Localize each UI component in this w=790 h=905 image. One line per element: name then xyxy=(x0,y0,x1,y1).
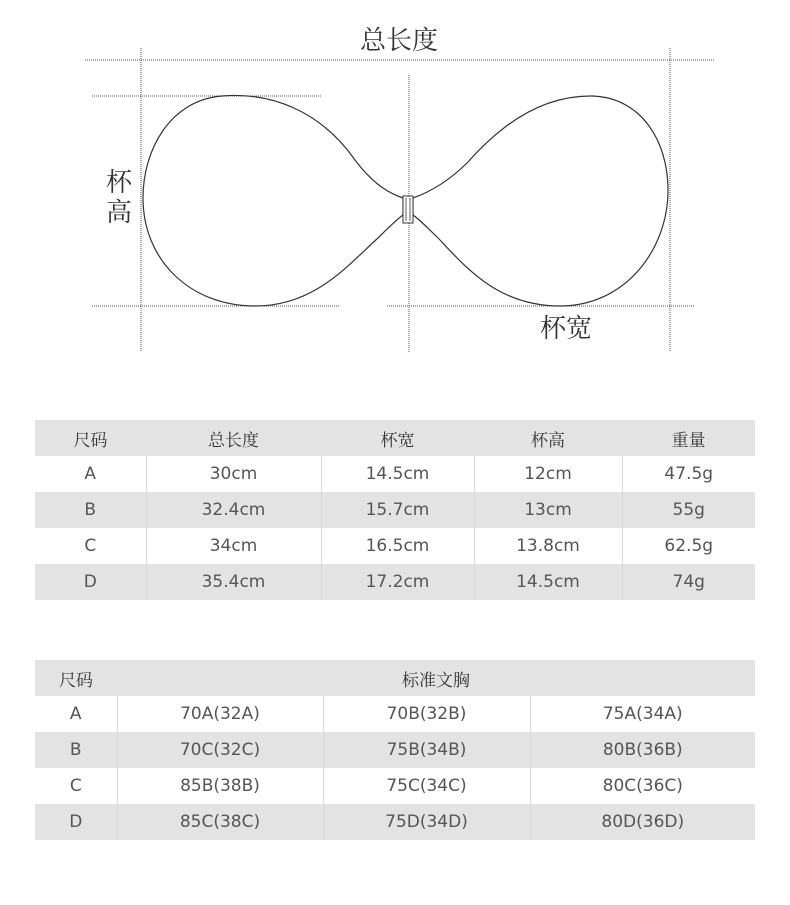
table-row xyxy=(35,564,755,600)
cell-cup-height: 14.5cm xyxy=(474,564,622,600)
table-row xyxy=(35,768,755,804)
left-cup-outline xyxy=(143,95,403,306)
bra-size-table xyxy=(35,660,755,840)
total-length-label: 总长度 xyxy=(360,26,439,56)
cell-cup-height: 13.8cm xyxy=(474,528,622,564)
cell-cup-width: 14.5cm xyxy=(321,456,474,492)
cell-weight: 47.5g xyxy=(622,456,755,492)
cell-size: B xyxy=(35,492,146,528)
cell-total-length: 35.4cm xyxy=(146,564,321,600)
cell-bra-size: 80B(36B) xyxy=(530,732,755,768)
cell-total-length: 34cm xyxy=(146,528,321,564)
cell-size: A xyxy=(35,696,117,732)
cell-total-length: 30cm xyxy=(146,456,321,492)
cup-dimension-diagram xyxy=(0,0,790,370)
table-row xyxy=(35,696,755,732)
cell-weight: 62.5g xyxy=(622,528,755,564)
cell-cup-width: 15.7cm xyxy=(321,492,474,528)
center-clasp xyxy=(403,196,413,223)
table-row xyxy=(35,528,755,564)
cell-cup-width: 17.2cm xyxy=(321,564,474,600)
cup-height-label: 杯高 xyxy=(106,168,133,228)
cell-weight: 74g xyxy=(622,564,755,600)
cell-bra-size: 70A(32A) xyxy=(117,696,323,732)
bra-size-table-header xyxy=(35,660,755,696)
cell-bra-size: 85C(38C) xyxy=(117,804,323,840)
cell-size: C xyxy=(35,528,146,564)
cell-bra-size: 75C(34C) xyxy=(323,768,530,804)
cell-size: A xyxy=(35,456,146,492)
table-row xyxy=(35,732,755,768)
cell-cup-height: 12cm xyxy=(474,456,622,492)
cell-bra-size: 75D(34D) xyxy=(323,804,530,840)
cell-size: D xyxy=(35,804,117,840)
header-standard-bra: 标准文胸 xyxy=(117,660,755,696)
right-cup-outline xyxy=(413,96,668,306)
header-total-length: 总长度 xyxy=(146,420,321,456)
header-cup-width: 杯宽 xyxy=(321,420,474,456)
size-spec-table xyxy=(35,420,755,600)
cell-bra-size: 80D(36D) xyxy=(530,804,755,840)
table-row xyxy=(35,804,755,840)
table-row xyxy=(35,492,755,528)
cell-bra-size: 80C(36C) xyxy=(530,768,755,804)
header-weight: 重量 xyxy=(622,420,755,456)
cell-cup-height: 13cm xyxy=(474,492,622,528)
cell-bra-size: 70C(32C) xyxy=(117,732,323,768)
cell-cup-width: 16.5cm xyxy=(321,528,474,564)
size-spec-table-header xyxy=(35,420,755,456)
cell-bra-size: 85B(38B) xyxy=(117,768,323,804)
cell-weight: 55g xyxy=(622,492,755,528)
cell-bra-size: 75B(34B) xyxy=(323,732,530,768)
header-cup-height: 杯高 xyxy=(474,420,622,456)
cell-size: C xyxy=(35,768,117,804)
cup-width-label: 杯宽 xyxy=(540,314,593,344)
cell-size: D xyxy=(35,564,146,600)
cell-bra-size: 75A(34A) xyxy=(530,696,755,732)
table-row xyxy=(35,456,755,492)
header-size: 尺码 xyxy=(35,660,117,696)
cell-total-length: 32.4cm xyxy=(146,492,321,528)
cell-bra-size: 70B(32B) xyxy=(323,696,530,732)
cell-size: B xyxy=(35,732,117,768)
header-size: 尺码 xyxy=(35,420,146,456)
